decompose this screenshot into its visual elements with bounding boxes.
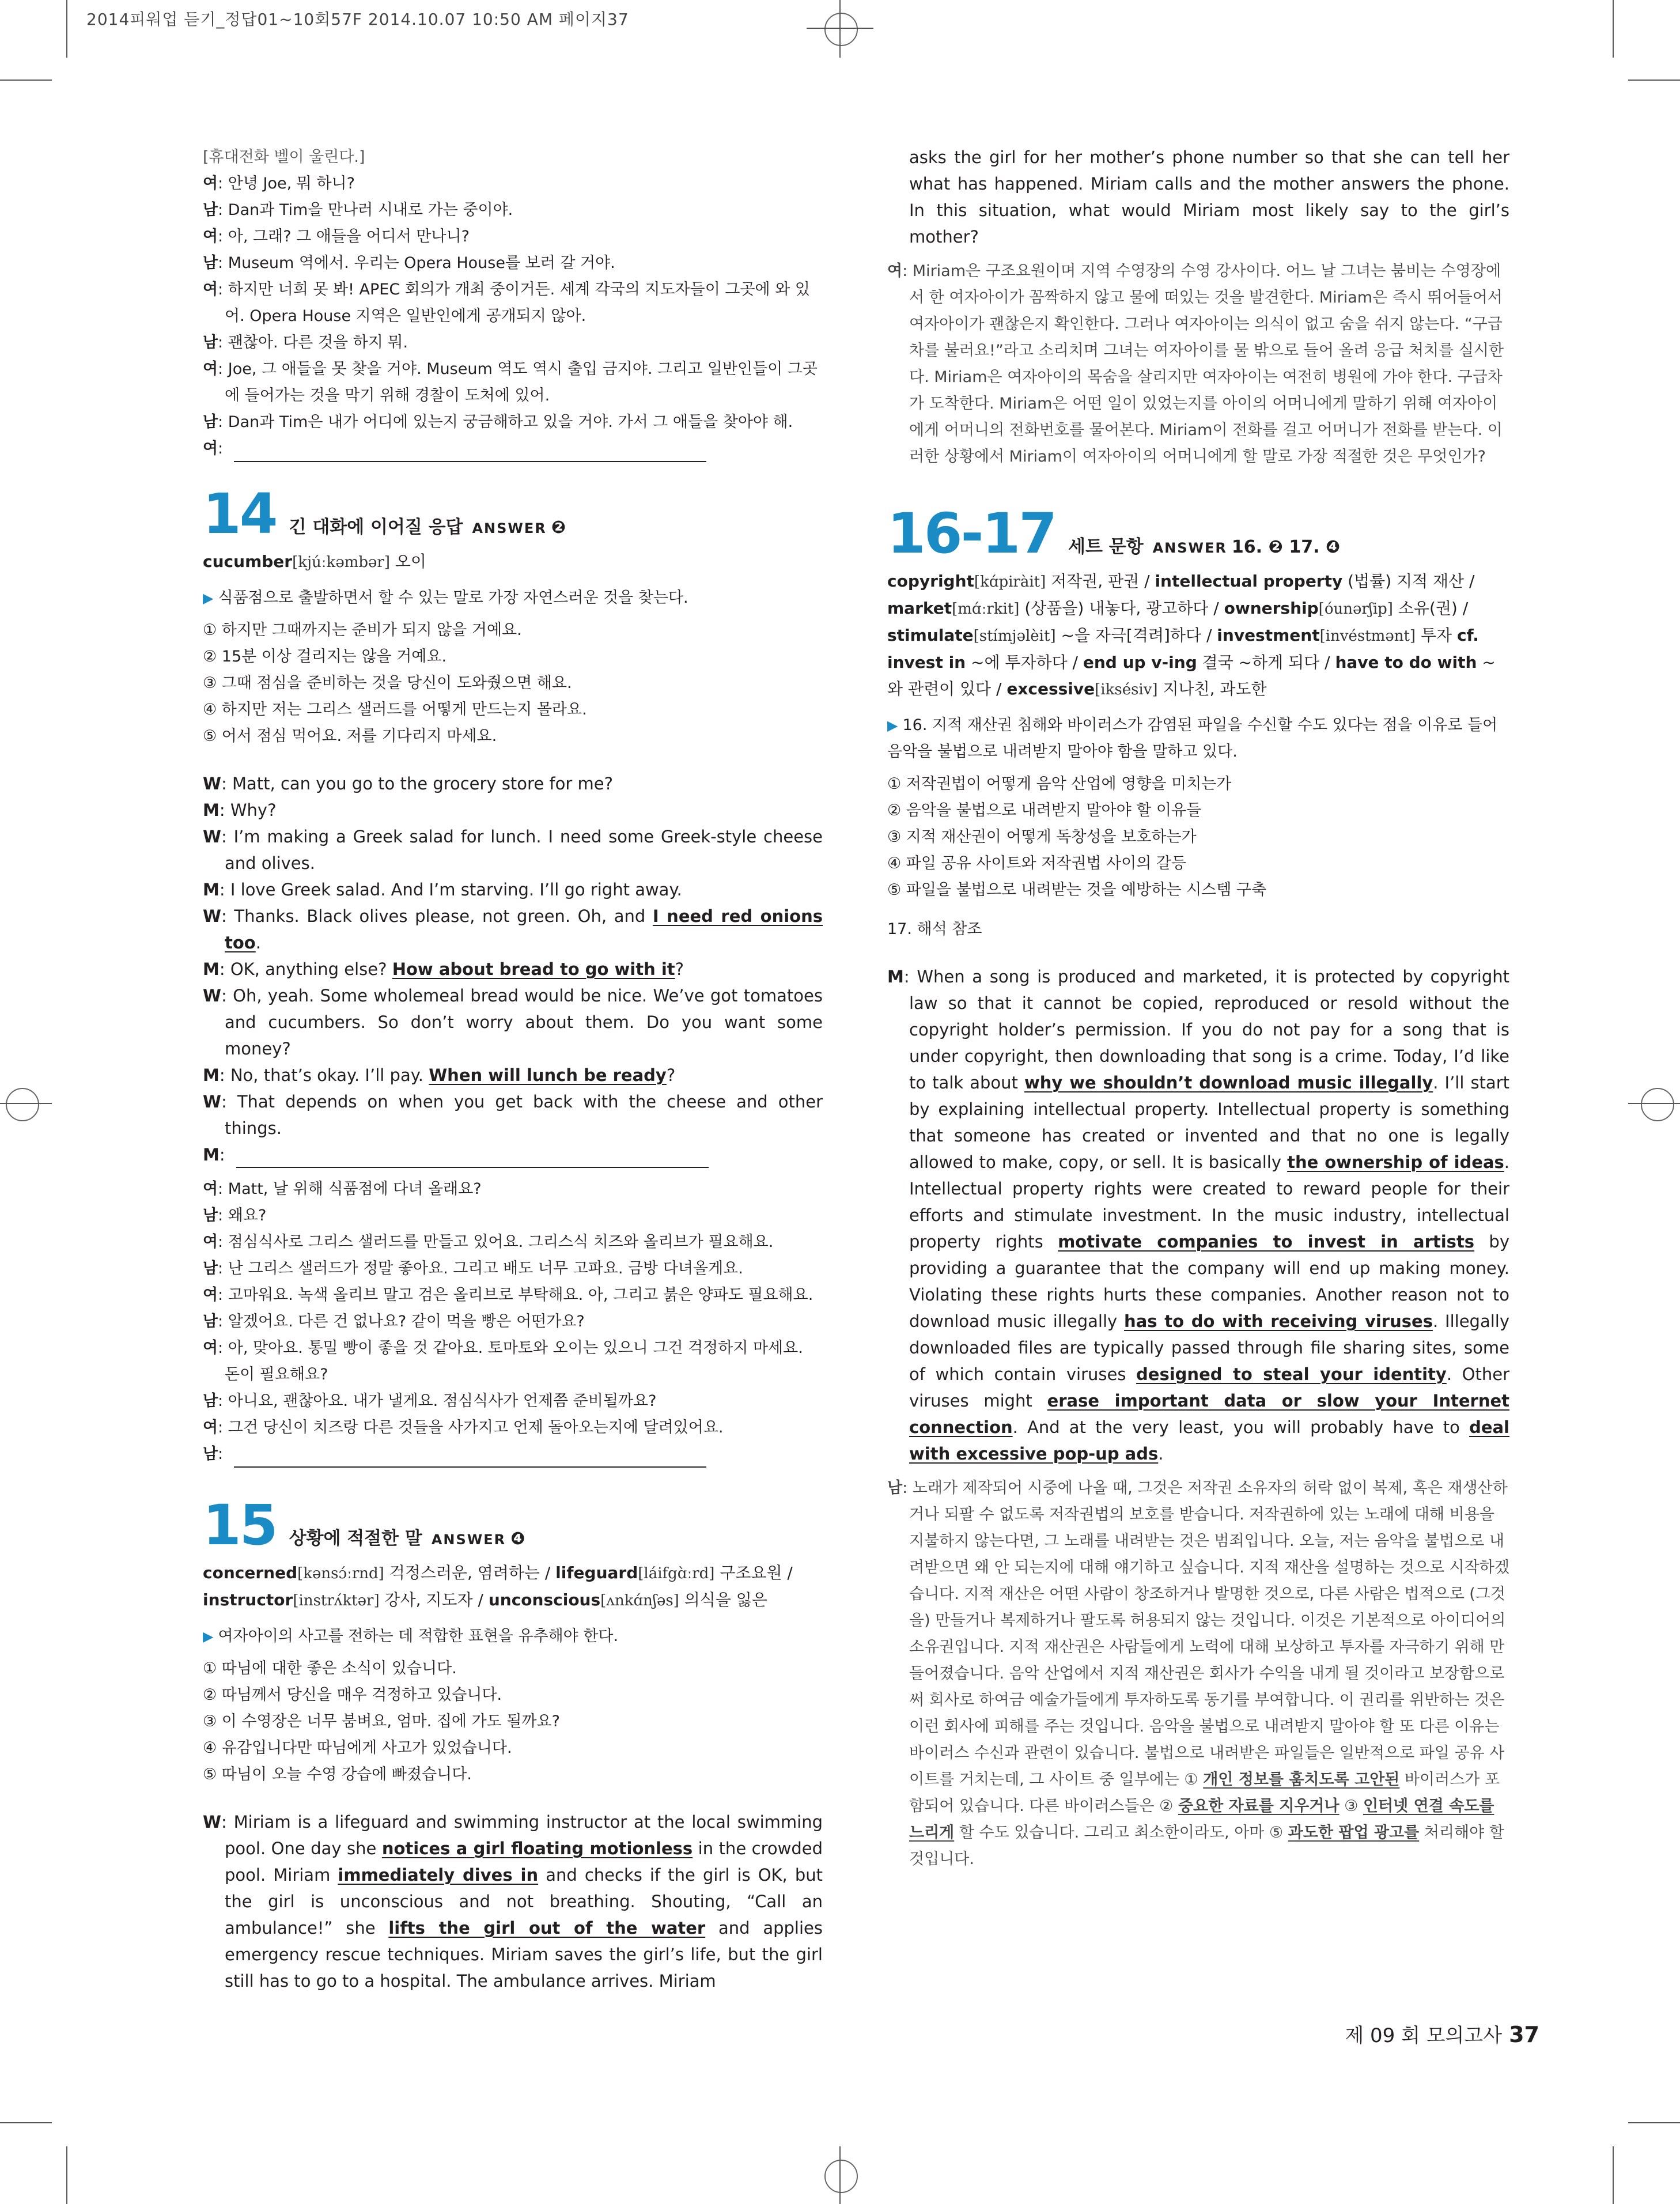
script-text: by providing a guarantee that the company will end up making money. Violating these rights hurts these companies. Another reason not to download music illegally <box>909 1232 1509 1331</box>
script-text: . Intellectual property rights were created to reward people for their efforts and stimulate investment. In the music industry, intellectual property rights <box>909 1152 1510 1252</box>
vocab-meaning: (법률) 지적 재산 / <box>1348 572 1475 591</box>
dialogue-line: 남: Museum 역에서. 우리는 Opera House를 보러 갈 거야. <box>203 254 615 272</box>
speaker: 남 <box>887 1479 903 1497</box>
script-text: Miriam is a lifeguard and swimming instructor at the local swimming pool. One day she <box>225 1812 823 1858</box>
dialogue-line: 여: 그건 당신이 치즈랑 다른 것들을 사가지고 언제 돌아오는지에 달려있어요. <box>203 1419 724 1436</box>
speaker: 남 <box>203 1445 218 1463</box>
vocab-word: end up v-ing <box>1083 653 1197 672</box>
vocab-pronunciation: [iksésiv] <box>1095 681 1158 698</box>
answer-options <box>203 617 823 750</box>
answer-clue: the ownership of ideas <box>1287 1152 1504 1172</box>
line-text: ? <box>675 959 684 979</box>
vocab-word: cucumber <box>203 552 293 571</box>
question-16-17-header <box>887 501 1509 566</box>
speaker: W <box>203 1092 221 1112</box>
print-header: 2014피워업 듣기_정답01~10회57F 2014.10.07 10:50 AM 페이지37 <box>86 10 629 29</box>
speaker: W <box>203 986 221 1005</box>
dialogue-line: 여: <box>203 436 823 462</box>
page-footer <box>1345 2020 1539 2048</box>
speaker: 남 <box>203 1313 218 1330</box>
speaker: 여 <box>203 1339 218 1357</box>
left-column <box>203 144 823 1994</box>
line-text: 아, 그래? 그 애들을 어디서 만나니? <box>228 228 470 245</box>
vocab-pronunciation: [kənsɔ́ːrnd] <box>297 1565 384 1582</box>
line-text: Why? <box>230 800 277 820</box>
crop-mark <box>1628 2122 1680 2123</box>
line-text: 아니요, 괜찮아요. 내가 낼게요. 점심식사가 언제쯤 준비될까요? <box>228 1392 657 1410</box>
vocab-pronunciation: [láifgɑ̀ːrd] <box>638 1565 715 1582</box>
line-text: OK, anything else? <box>230 959 392 979</box>
vocabulary <box>887 568 1509 703</box>
answer-blank <box>236 1152 709 1168</box>
explanation-text: 식품점으로 출발하면서 할 수 있는 말로 가장 자연스러운 것을 찾는다. <box>218 589 688 607</box>
line-text: Joe, 그 애들을 못 찾을 거야. Museum 역도 역시 출입 금지야. 그리고 일반인들이 그곳에 들어가는 것을 막기 위해 경찰이 도처에 있어. <box>225 360 818 404</box>
answer-clue: 인터넷 연결 속도를 느리게 <box>909 1797 1494 1842</box>
vocab-pronunciation: [instrʌ́ktər] <box>293 1592 380 1609</box>
line-text: 알겠어요. 다른 건 없나요? 같이 먹을 빵은 어떤가요? <box>228 1313 585 1330</box>
page-number: 37 <box>1509 2022 1539 2047</box>
line-text: 점심식사로 그리스 샐러드를 만들고 있어요. 그리스식 치즈와 올리브가 필요해요. <box>228 1233 774 1251</box>
crop-mark <box>1613 2146 1614 2204</box>
line-text: That depends on when you get back with the cheese and other things. <box>225 1092 823 1138</box>
vocab-meaning: 의식을 잃은 <box>684 1590 767 1609</box>
line-text: Museum 역에서. 우리는 Opera House를 보러 갈 거야. <box>228 254 615 272</box>
answer-clue: motivate companies to invest in artists <box>1058 1232 1475 1252</box>
answer-value: ❹ <box>510 1529 525 1549</box>
speaker: M <box>887 967 904 986</box>
monologue-translation: 여: Miriam은 구조요원이며 지역 수영장의 수영 강사이다. 어느 날 그녀는 붐비는 수영장에서 한 여자아이가 꼼짝하지 않고 물에 떠있는 것을 발견한다. Miriam은 즉시 뛰어들어서 여자아이가 괜찮은지 확인한다. 그러나 여자아이는 의식이 없고 숨을 쉬지 않는다. “구급차를 불러요!”라고 소리치며 그녀는 여자아이를 물 밖으로 들어 올려 응급 처치를 실시한다. Miriam은 여자아이의 목숨을 살리지만 여자아이는 여전히 병원에 가야 한다. 구급차가 도착한다. Miriam은 어떤 일이 있었는지를 아이의 어머니에게 말하기 위해 여자아이에게 어머니의 전화번호를 물어본다. Miriam이 전화를 걸고 어머니가 전화를 받는다. 이러한 상황에서 Miriam이 여자아이의 어머니에게 할 말로 가장 적절한 것은 무엇인가? <box>887 262 1504 466</box>
answer-value: 16. ❷ 17. ❹ <box>1231 537 1341 557</box>
registration-line <box>0 1103 52 1104</box>
line-text: 괜찮아. 다른 것을 하지 뭐. <box>228 334 408 351</box>
dialogue-line: 남: 알겠어요. 다른 건 없나요? 같이 먹을 빵은 어떤가요? <box>203 1313 585 1330</box>
triangle-icon: ▶ <box>887 717 898 734</box>
line-text: Thanks. Black olives please, not green. Oh, and <box>234 906 653 926</box>
vocab-pronunciation: [mɑ́ːrkit] <box>952 600 1020 618</box>
option-item: ④ 하지만 저는 그리스 샐러드를 어떻게 만드는지 몰라요. <box>203 701 587 719</box>
option-item: ⑤ 따님이 오늘 수영 강습에 빠졌습니다. <box>203 1766 472 1783</box>
option-item: ④ 파일 공유 사이트와 저작권법 사이의 갈등 <box>887 855 1187 872</box>
answer-clue: immediately dives in <box>338 1865 539 1885</box>
script-text: and applies emergency rescue techniques. Miriam saves the girl’s life, but the girl still has to go to a hospital. The ambulance arrives. Miriam <box>225 1918 823 1991</box>
answer-clue: why we shouldn’t download music illegally <box>1024 1073 1433 1092</box>
explanation <box>887 712 1509 765</box>
script-text: . Illegally downloaded files are typically passed through file sharing sites, some of which contain viruses <box>909 1311 1510 1384</box>
script-text: 바이러스가 포함되어 있습니다. 다른 바이러스들은 ② <box>909 1771 1500 1815</box>
option-item: ② 15분 이상 걸리지는 않을 거예요. <box>203 648 447 666</box>
option-item: ④ 유감입니다만 따님에게 사고가 있었습니다. <box>203 1739 512 1757</box>
answer-blank <box>234 1451 706 1468</box>
answer-clue: 과도한 팝업 광고를 <box>1288 1824 1420 1842</box>
line-text: [휴대전화 벨이 울린다.] <box>203 148 365 166</box>
speaker: M <box>203 1145 220 1165</box>
speaker: 여 <box>203 281 218 298</box>
speaker: 여 <box>887 262 903 280</box>
answer-clue: When will lunch be ready <box>429 1065 667 1085</box>
dialogue-line: M: <box>203 1141 823 1168</box>
crop-mark <box>1613 0 1614 58</box>
question-number: 15 <box>203 1493 277 1557</box>
answer-clue: notices a girl floating motionless <box>381 1839 693 1858</box>
line-text: Matt, 날 위해 식품점에 다녀 올래요? <box>228 1180 482 1198</box>
answer-clue: I need red onions too <box>225 906 823 952</box>
crop-mark <box>1628 80 1680 81</box>
vocab-meaning: 지나친, 과도한 <box>1163 679 1267 698</box>
vocab-word: intellectual property <box>1155 572 1343 591</box>
registration-mark-right <box>1641 1088 1674 1121</box>
registration-mark-bottom <box>824 2160 858 2193</box>
vocabulary <box>203 549 823 576</box>
speaker: M <box>203 1065 220 1085</box>
script-continuation: asks the girl for her mother’s phone number so that she can tell her what has happened. Miriam calls and the mother answers the phone. In this situation, what would Miriam most likely say to the girl’s mother? <box>909 148 1509 247</box>
answer-blank <box>234 446 706 462</box>
vocab-pronunciation: [ʌnkɑ́nʃəs] <box>600 1592 679 1609</box>
dialogue-line: 남: 왜요? <box>203 1207 267 1224</box>
registration-mark-top <box>824 13 858 46</box>
speaker: 남 <box>203 334 218 351</box>
answer-value: ❷ <box>551 517 566 538</box>
vocab-pronunciation: [stímjəlèit] <box>973 627 1056 645</box>
triangle-icon: ▶ <box>203 1628 214 1645</box>
vocab-meaning: 구조요원 / <box>720 1563 793 1582</box>
question-15-header <box>203 1493 823 1557</box>
vocab-meaning: 투자 <box>1420 626 1457 645</box>
script-text: 할 수도 있습니다. 그리고 최소한이라도, 아마 ⑤ <box>954 1824 1288 1842</box>
dialogue-line: W: Thanks. Black olives please, not green. Oh, and I need red onions too. <box>203 906 823 952</box>
registration-line <box>839 2146 841 2204</box>
speaker: 여 <box>203 1233 218 1251</box>
line-text: Matt, can you go to the grocery store for me? <box>232 774 613 793</box>
vocabulary <box>203 1560 823 1614</box>
monologue-translation: 남: 노래가 제작되어 시중에 나올 때, 그것은 저작권 소유자의 허락 없이 복제, 혹은 재생산하거나 되팔 수 없도록 저작권법의 보호를 받습니다. 저작권하에 있는 노래에 대해 비용을 지불하지 않는다면, 그 노래를 내려받는 것은 범죄입니다. 오늘, 저는 음악을 불법으로 내려받으면 왜 안 되는지에 대해 얘기하고 싶습니다. 지적 재산을 설명하는 것으로 시작하겠습니다. 지적 재산은 어떤 사람이 창조하거나 발명한 것으로, 다른 사람은 법적으로 (그것을) 만들거나 복제하거나 팔도록 허용되지 않는 것입니다. 이것은 기본적으로 아이디어의 소유권입니다. 지적 재산권은 사람들에게 노력에 대해 보상하고 투자를 자극하기 위해 만들어졌습니다. 음악 산업에서 지적 재산권은 회사가 수익을 내게 될 것이라고 보장함으로써 회사로 하여금 예술가들에게 투자하도록 동기를 부여합니다. 이 권리를 위반하는 것은 이런 회사에 피해를 주는 것입니다. 음악을 불법으로 내려받지 말아야 할 또 다른 이유는 바이러스 수신과 관련이 있습니다. 불법으로 내려받은 파일들은 일반적으로 파일 공유 사이트를 거치는데, 그 사이트 중 일부에는 ① 개인 정보를 훔치도록 고안된 바이러스가 포함되어 있습니다. 다른 바이러스들은 ② 중요한 자료를 지우거나 ③ 인터넷 연결 속도를 느리게 할 수도 있습니다. 그리고 최소한이라도, 아마 ⑤ 과도한 팝업 광고를 처리해야 할 것입니다. <box>887 1479 1509 1868</box>
dialogue-line: 남: Dan과 Tim은 내가 어디에 있는지 궁금해하고 있을 거야. 가서 그 애들을 찾아야 해. <box>203 413 793 431</box>
dialogue-translation <box>203 1176 823 1468</box>
translation-text: Miriam은 구조요원이며 지역 수영장의 수영 강사이다. 어느 날 그녀는 붐비는 수영장에서 한 여자아이가 꼼짝하지 않고 물에 떠있는 것을 발견한다. Miriam은 즉시 뛰어들어서 여자아이가 괜찮은지 확인한다. 그러나 여자아이는 의식이 없고 숨을 쉬지 않는다. “구급차를 불러요!”라고 소리치며 그녀는 여자아이를 물 밖으로 들어 올려 응급 처치를 실시한다. Miriam은 여자아이의 목숨을 살리지만 여자아이는 여전히 병원에 가야 한다. 구급차가 도착한다. Miriam은 어떤 일이 있었는지를 아이의 어머니에게 말하기 위해 여자아이에게 어머니의 전화번호를 물어본다. Miriam이 전화를 걸고 어머니가 전화를 받는다. 이러한 상황에서 Miriam이 여자아이의 어머니에게 할 말로 가장 적절한 것은 무엇인가? <box>909 262 1504 466</box>
speaker: 여 <box>203 228 218 245</box>
speaker: 여 <box>203 360 218 378</box>
speaker: W <box>203 1812 221 1832</box>
option-item: ③ 그때 점심을 준비하는 것을 당신이 도와줬으면 해요. <box>203 674 572 692</box>
vocab-word: stimulate <box>887 626 974 645</box>
crop-mark <box>0 80 52 81</box>
dialogue-line: 여: Matt, 날 위해 식품점에 다녀 올래요? <box>203 1180 482 1198</box>
footer-label: 제 09 회 모의고사 <box>1345 2024 1503 2047</box>
script-text: . I’ll start by explaining intellectual property. Intellectual property is something that someone has created or invented and that no one is legally allowed to make, copy, or sell. It is basically <box>909 1073 1509 1172</box>
dialogue-line: M: I love Greek salad. And I’m starving. I’ll go right away. <box>203 880 682 899</box>
answer-options <box>887 771 1509 903</box>
vocab-meaning: 저작권, 판권 / <box>1051 572 1155 591</box>
line-text: I love Greek salad. And I’m starving. I’ll go right away. <box>230 880 682 899</box>
vocab-word: investment <box>1217 626 1320 645</box>
answer-clue: has to do with receiving viruses <box>1124 1311 1433 1331</box>
script-text: . <box>1158 1444 1164 1464</box>
note-17: 17. 해석 참조 <box>887 920 982 938</box>
question-title: 긴 대화에 이어질 응답 <box>289 517 463 538</box>
option-item: ① 저작권법이 어떻게 음악 산업에 영향을 미치는가 <box>887 775 1232 793</box>
line-text: 왜요? <box>228 1207 267 1224</box>
line-text: No, that’s okay. I’ll pay. <box>230 1065 429 1085</box>
line-text: I’m making a Greek salad for lunch. I need some Greek-style cheese and olives. <box>225 827 823 873</box>
dialogue-line: W: Oh, yeah. Some wholemeal bread would be nice. We’ve got tomatoes and cucumbers. So don’t worry about them. Do you want some money? <box>203 986 823 1058</box>
line-text: Dan과 Tim은 내가 어디에 있는지 궁금해하고 있을 거야. 가서 그 애들을 찾아야 해. <box>228 413 793 431</box>
vocab-meaning: (상품을) 내놓다, 광고하다 / <box>1024 599 1224 618</box>
dialogue-line: 여: 고마워요. 녹색 올리브 말고 검은 올리브로 부탁해요. 아, 그리고 붉은 양파도 필요해요. <box>203 1286 813 1304</box>
vocab-meaning: ~을 자극[격려]하다 / <box>1061 626 1217 645</box>
monologue-script: M: When a song is produced and marketed, it is protected by copyright law so that it cannot be copied, reproduced or resold without the copyright holder’s permission. If you do not pay for a song that is under copyright, then downloading that song is a crime. Today, I’d like to talk about why we shouldn’t download music illegally. I’ll start by explaining intellectual property. Intellectual property is something that someone has created or invented and that no one is legally allowed to make, copy, or sell. It is basically the ownership of ideas. Intellectual property rights were created to reward people for their efforts and stimulate investment. In the music industry, intellectual property rights motivate companies to invest in artists by providing a guarantee that the company will end up making money. Violating these rights hurts these companies. Another reason not to download music illegally has to do with receiving viruses. Illegally downloaded files are typically passed through file sharing sites, some of which contain viruses designed to steal your identity. Other viruses might erase important data or slow your Internet connection. And at the very least, you will probably have to deal with excessive pop-up ads. <box>887 967 1510 1464</box>
answer-clue: erase important data or slow your Internet connection <box>909 1391 1510 1437</box>
vocab-meaning: 걱정스러운, 염려하는 / <box>389 1563 556 1582</box>
speaker: 남 <box>203 413 218 431</box>
vocab-word: ownership <box>1224 599 1319 618</box>
vocab-meaning: 소유(권) / <box>1398 599 1469 618</box>
speaker: 여 <box>203 175 218 192</box>
crop-mark <box>0 2122 52 2123</box>
vocab-word: market <box>887 599 952 618</box>
dialogue-line: W: Matt, can you go to the grocery store for me? <box>203 774 613 793</box>
speaker: W <box>203 827 221 846</box>
dialogue-line: 남: 아니요, 괜찮아요. 내가 낼게요. 점심식사가 언제쯤 준비될까요? <box>203 1392 657 1410</box>
explanation-text: 여자아이의 사고를 전하는 데 적합한 표현을 유추해야 한다. <box>218 1627 619 1645</box>
speaker: W <box>203 774 221 793</box>
registration-line <box>1628 1103 1680 1104</box>
option-item: ③ 지적 재산권이 어떻게 독창성을 보호하는가 <box>887 828 1197 846</box>
dialogue-line: M: OK, anything else? How about bread to go with it? <box>203 959 684 979</box>
speaker: M <box>203 959 220 979</box>
line-text: . <box>255 933 261 952</box>
dialogue-line: W: I’m making a Greek salad for lunch. I need some Greek-style cheese and olives. <box>203 827 823 873</box>
script-text: 처리해야 할 것입니다. <box>909 1824 1504 1868</box>
question-title: 상황에 적절한 말 <box>289 1528 422 1549</box>
vocab-meaning: 오이 <box>395 552 426 571</box>
answer-clue: deal with excessive pop-up ads <box>909 1417 1509 1464</box>
question-14-header <box>203 482 823 546</box>
crop-mark <box>66 2146 67 2204</box>
line-text: 아, 맞아요. 통밀 빵이 좋을 것 같아요. 토마토와 오이는 있으니 그건 걱정하지 마세요. 돈이 필요해요? <box>225 1339 803 1383</box>
speaker: 남 <box>203 1392 218 1410</box>
speaker: W <box>203 906 221 926</box>
line-text: Oh, yeah. Some wholemeal bread would be nice. We’ve got tomatoes and cucumbers. So don’t worry about them. Do you want some money? <box>225 986 823 1058</box>
vocab-meaning: 강사, 지도자 / <box>384 1590 489 1609</box>
dialogue-line: 남: 난 그리스 샐러드가 정말 좋아요. 그리고 배도 너무 고파요. 금방 다녀올게요. <box>203 1260 743 1277</box>
speaker: M <box>203 800 220 820</box>
speaker: 여 <box>203 1286 218 1304</box>
script-text: . Other viruses might <box>909 1364 1509 1411</box>
answer-options <box>203 1655 823 1788</box>
speaker: 남 <box>203 1207 218 1224</box>
right-column <box>887 144 1509 1873</box>
registration-line <box>839 0 841 58</box>
registration-mark-left <box>6 1088 39 1121</box>
vocab-word: concerned <box>203 1563 298 1582</box>
dialogue-line: M: No, that’s okay. I’ll pay. When will lunch be ready? <box>203 1065 676 1085</box>
dialogue-line: 여: 하지만 너희 못 봐! APEC 회의가 개최 중이거든. 세계 각국의 지도자들이 그곳에 와 있어. Opera House 지역은 일반인에게 공개되지 않아. <box>203 281 810 325</box>
speaker: 남 <box>203 1260 218 1277</box>
dialogue-line: 여: Joe, 그 애들을 못 찾을 거야. Museum 역도 역시 출입 금지야. 그리고 일반인들이 그곳에 들어가는 것을 막기 위해 경찰이 도처에 있어. <box>203 360 818 404</box>
script-text: 노래가 제작되어 시중에 나올 때, 그것은 저작권 소유자의 허락 없이 복제, 혹은 재생산하거나 되팔 수 없도록 저작권법의 보호를 받습니다. 저작권하에 있는 노래에 대해 비용을 지불하지 않는다면, 그 노래를 내려받는 것은 범죄입니다. 오늘, 저는 음악을 불법으로 내려받으면 왜 안 되는지에 대해 얘기하고 싶습니다. 지적 재산을 설명하는 것으로 시작하겠습니다. 지적 재산은 어떤 사람이 창조하거나 발명한 것으로, 다른 사람은 법적으로 (그것을) 만들거나 복제하거나 팔도록 허용되지 않는 것입니다. 이것은 기본적으로 아이디어의 소유권입니다. 지적 재산권은 사람들에게 노력에 대해 보상하고 투자를 자극하기 위해 만들어졌습니다. 음악 산업에서 지적 재산권은 회사가 수익을 내게 될 것이라고 보장함으로써 회사로 하여금 예술가들에게 투자하도록 동기를 부여합니다. 이 권리를 위반하는 것은 이런 회사에 피해를 주는 것입니다. 음악을 불법으로 내려받지 말아야 할 또 다른 이유는 바이러스 수신과 관련이 있습니다. 불법으로 내려받은 파일들은 일반적으로 파일 공유 사이트를 거치는데, 그 사이트 중 일부에는 ① <box>909 1479 1509 1789</box>
line-text: 하지만 너희 못 봐! APEC 회의가 개최 중이거든. 세계 각국의 지도자들이 그곳에 와 있어. Opera House 지역은 일반인에게 공개되지 않아. <box>225 281 810 325</box>
speaker: M <box>203 880 220 899</box>
dialogue-line: 남: <box>203 1441 823 1468</box>
explanation <box>203 1623 823 1650</box>
dialogue-script <box>203 770 823 1168</box>
vocab-pronunciation: [kɑ́piràit] <box>974 573 1046 591</box>
monologue-script: W: Miriam is a lifeguard and swimming instructor at the local swimming pool. One day she notices a girl floating motionless in the crowded pool. Miriam immediately dives in and checks if the girl is OK, but the girl is unconscious and not breathing. Shouting, “Call an ambulance!” she lifts the girl out of the water and applies emergency rescue techniques. Miriam saves the girl’s life, but the girl still has to go to a hospital. The ambulance arrives. Miriam <box>203 1812 823 1991</box>
vocab-pronunciation: [kjúːkəmbər] <box>292 554 390 571</box>
vocab-word: copyright <box>887 572 974 591</box>
vocab-word: lifeguard <box>555 1563 638 1582</box>
previous-dialogue-translation <box>203 144 823 462</box>
vocab-meaning: 결국 ~하게 되다 / <box>1202 653 1335 672</box>
line-text: 그건 당신이 치즈랑 다른 것들을 사가지고 언제 돌아오는지에 달려있어요. <box>228 1419 724 1436</box>
answer-clue: 중요한 자료를 지우거나 <box>1178 1797 1340 1815</box>
option-item: ⑤ 파일을 불법으로 내려받는 것을 예방하는 시스템 구축 <box>887 881 1267 899</box>
answer-clue: designed to steal your identity <box>1136 1364 1447 1384</box>
vocab-word: have to do with <box>1335 653 1477 672</box>
option-item: ① 하지만 그때까지는 준비가 되지 않을 거예요. <box>203 621 522 639</box>
answer-label: ANSWER <box>1152 540 1227 556</box>
triangle-icon: ▶ <box>203 590 214 606</box>
vocab-word: excessive <box>1007 679 1095 698</box>
dialogue-line <box>203 144 823 171</box>
option-item: ① 따님에 대한 좋은 소식이 있습니다. <box>203 1659 457 1677</box>
dialogue-line: 여: 안녕 Joe, 뭐 하니? <box>203 175 355 192</box>
crop-mark <box>66 0 67 58</box>
option-item: ② 따님께서 당신을 매우 걱정하고 있습니다. <box>203 1686 502 1704</box>
line-text: 고마워요. 녹색 올리브 말고 검은 올리브로 부탁해요. 아, 그리고 붉은 양파도 필요해요. <box>228 1286 813 1304</box>
speaker: 여 <box>203 440 218 458</box>
question-title: 세트 문항 <box>1068 536 1144 557</box>
option-item: ③ 이 수영장은 너무 붐벼요, 엄마. 집에 가도 될까요? <box>203 1712 560 1730</box>
explanation <box>203 585 823 611</box>
script-text: . And at the very least, you will probably have to <box>1012 1417 1470 1437</box>
speaker: 여 <box>203 1419 218 1436</box>
answer-clue: lifts the girl out of the water <box>388 1918 706 1938</box>
option-item: ⑤ 어서 점심 먹어요. 저를 기다리지 마세요. <box>203 727 497 745</box>
vocab-pronunciation: [óunərʃip] <box>1318 600 1393 618</box>
vocab-word: instructor <box>203 1590 293 1609</box>
line-text: 안녕 Joe, 뭐 하니? <box>228 175 355 192</box>
question-number: 16-17 <box>887 501 1056 566</box>
script-text: When a song is produced and marketed, it is protected by copyright law so that it cannot be copied, reproduced or resold without the copyright holder’s permission. If you do not pay for a song that is under copyright, then downloading that song is a crime. Today, I’d like to talk about <box>909 967 1509 1092</box>
vocab-meaning: ~와 관련이 있다 / <box>887 653 1496 698</box>
answer-label: ANSWER <box>472 520 547 536</box>
explanation-text: 16. 지적 재산권 침해와 바이러스가 감염된 파일을 수신할 수도 있다는 점을 이유로 들어 음악을 불법으로 내려받지 말아야 함을 말하고 있다. <box>887 716 1498 761</box>
line-text: ? <box>666 1065 676 1085</box>
question-number: 14 <box>203 482 277 546</box>
answer-clue: 개인 정보를 훔치도록 고안된 <box>1203 1771 1400 1789</box>
vocab-word: cf. invest in <box>887 626 1479 672</box>
vocab-pronunciation: [invéstmənt] <box>1319 627 1416 645</box>
line-text: 난 그리스 샐러드가 정말 좋아요. 그리고 배도 너무 고파요. 금방 다녀올게요. <box>228 1260 743 1277</box>
dialogue-line: 여: 점심식사로 그리스 샐러드를 만들고 있어요. 그리스식 치즈와 올리브가 필요해요. <box>203 1233 774 1251</box>
script-text: in the crowded pool. Miriam <box>225 1839 823 1885</box>
dialogue-line: W: That depends on when you get back with the cheese and other things. <box>203 1092 823 1138</box>
answer-label: ANSWER <box>431 1532 506 1548</box>
dialogue-line: 남: Dan과 Tim을 만나러 시내로 가는 중이야. <box>203 201 513 219</box>
line-text: Dan과 Tim을 만나러 시내로 가는 중이야. <box>228 201 513 219</box>
vocab-word: unconscious <box>488 1590 601 1609</box>
vocab-meaning: ~에 투자하다 / <box>971 653 1083 672</box>
dialogue-line: 여: 아, 맞아요. 통밀 빵이 좋을 것 같아요. 토마토와 오이는 있으니 그건 걱정하지 마세요. 돈이 필요해요? <box>203 1339 803 1383</box>
speaker: 남 <box>203 254 218 272</box>
dialogue-line: M: Why? <box>203 800 277 820</box>
registration-line <box>807 28 873 29</box>
dialogue-line: 남: 괜찮아. 다른 것을 하지 뭐. <box>203 334 408 351</box>
speaker: 남 <box>203 201 218 219</box>
answer-clue: How about bread to go with it <box>392 959 675 979</box>
script-text: and checks if the girl is OK, but the girl is unconscious and not breathing. Shouting, “Call an ambulance!” she <box>225 1865 823 1938</box>
script-text: ③ <box>1339 1797 1363 1815</box>
speaker: 여 <box>203 1180 218 1198</box>
dialogue-line: 여: 아, 그래? 그 애들을 어디서 만나니? <box>203 228 470 245</box>
option-item: ② 음악을 불법으로 내려받지 말아야 할 이유들 <box>887 802 1202 819</box>
